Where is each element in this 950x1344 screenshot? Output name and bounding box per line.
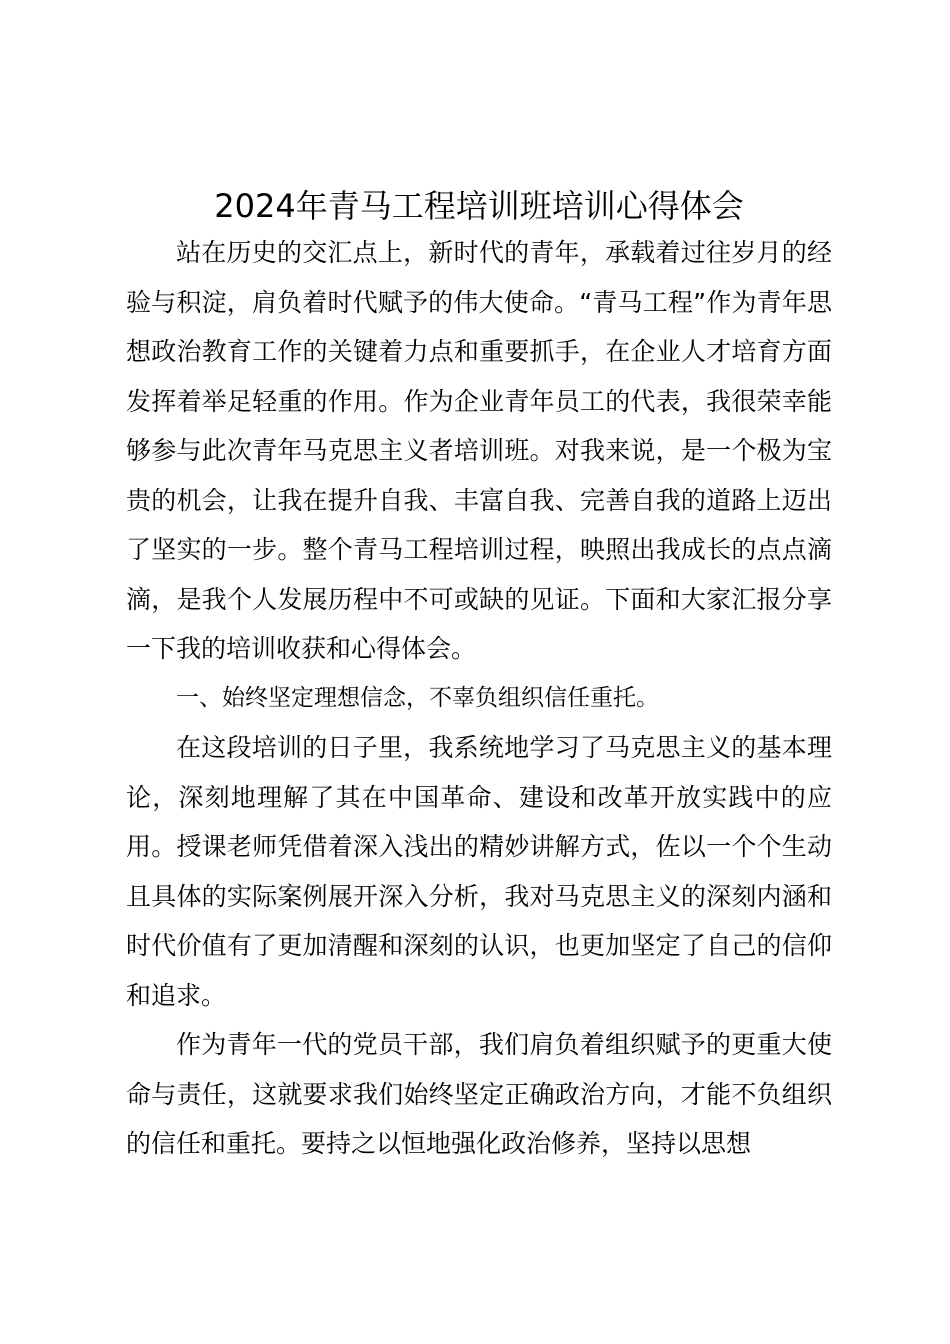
document-title: 2024年青马工程培训班培训心得体会 (214, 187, 744, 225)
paragraph-responsibility: 作为青年一代的党员干部，我们肩负着组织赋予的更重大使命与责任，这就要求我们始终坚定正确政治方向，才能不负组织的信任和重托。要持之以恒地强化政治修养，坚持以思想 (126, 1030, 832, 1158)
paragraph-intro: 站在历史的交汇点上，新时代的青年，承载着过往岁月的经验与积淀，肩负着时代赋予的伟大使命。“青马工程”作为青年思想政治教育工作的关键着力点和重要抓手，在企业人才培育方面发挥着举足轻重的作用。作为企业青年员工的代表，我很荣幸能够参与此次青年马克思主义者培训班。对我来说，是一个极为宝贵的机会，让我在提升自我、丰富自我、完善自我的道路上迈出了坚实的一步。整个青马工程培训过程，映照出我成长的点点滴滴，是我个人发展历程中不可或缺的见证。下面和大家汇报分享一下我的培训收获和心得体会。 (126, 238, 832, 663)
section-heading-1: 一、始终坚定理想信念，不辜负组织信任重托。 (176, 684, 659, 711)
paragraph-training: 在这段培训的日子里，我系统地学习了马克思主义的基本理论，深刻地理解了其在中国革命、建设和改革开放实践中的应用。授课老师凭借着深入浅出的精妙讲解方式，佐以一个个生动且具体的实际案例展开深入分析，我对马克思主义的深刻内涵和时代价值有了更加清醒和深刻的认识，也更加坚定了自己的信仰和追求。 (126, 733, 832, 1010)
document-body (126, 184, 832, 1169)
